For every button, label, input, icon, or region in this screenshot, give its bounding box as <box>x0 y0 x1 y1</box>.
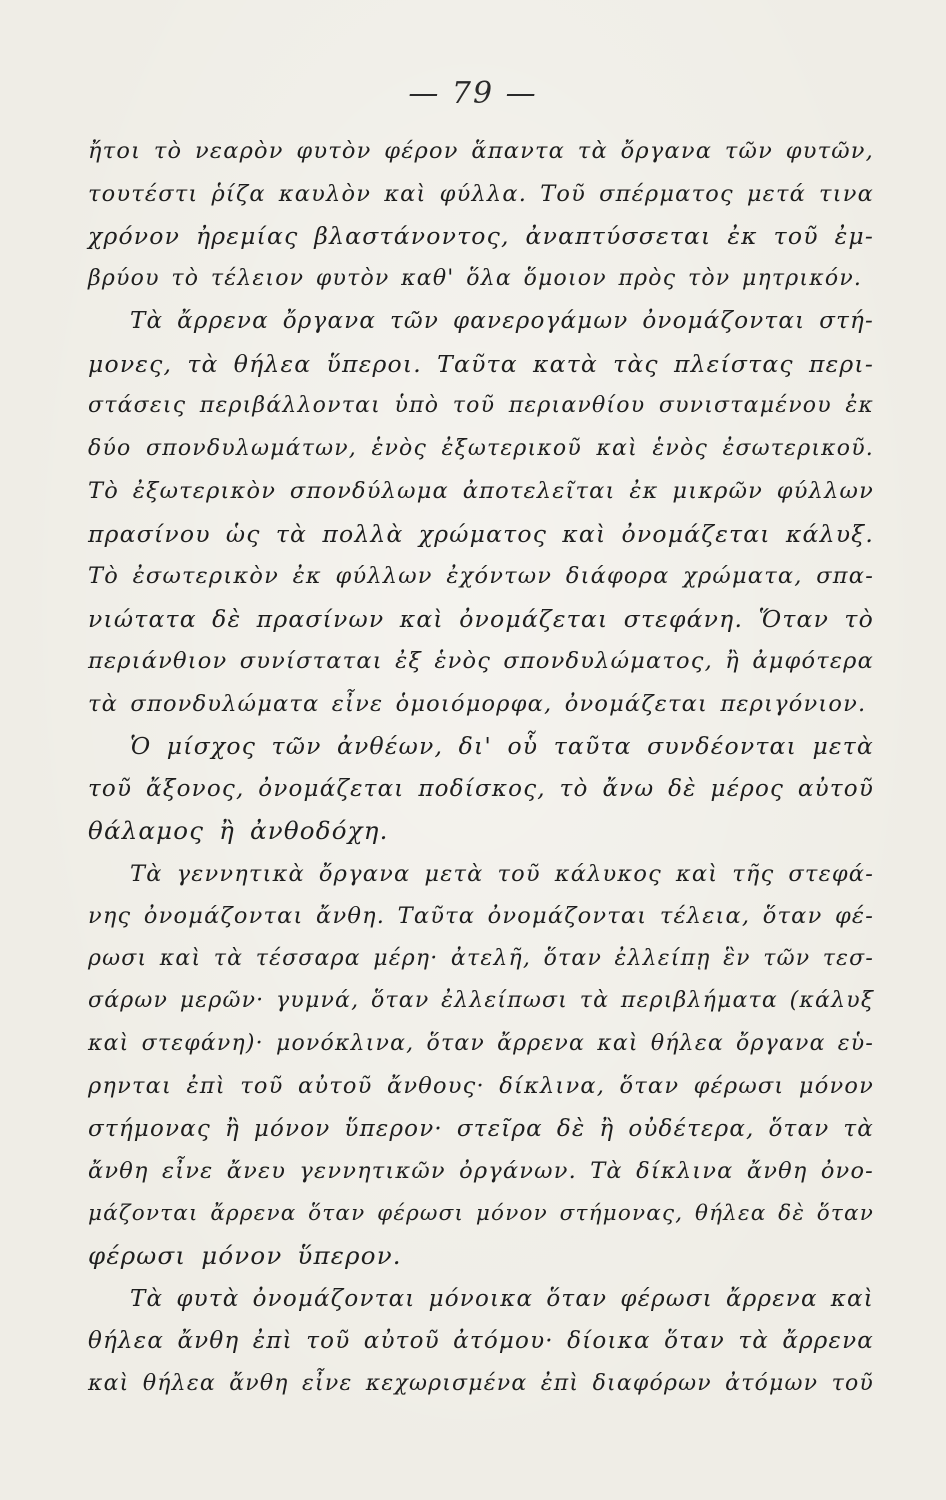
text-line: ρωσι καὶ τὰ τέσσαρα μέρη· ἀτελῆ, ὅταν ἐλλείπῃ ἓν τῶν τεσ- <box>88 945 874 971</box>
text-line: ἄνθη εἶνε ἄνευ γεννητικῶν ὀργάνων. Τὰ δίκλινα ἄνθη ὀνο- <box>88 1158 874 1184</box>
text-line: στάσεις περιβάλλονται ὑπὸ τοῦ περιανθίου συνισταμένου ἐκ <box>88 393 874 418</box>
text-line: στήμονας ἢ μόνον ὕπερον· στεῖρα δὲ ἢ οὐδέτερα, ὅταν τὰ <box>88 1115 874 1142</box>
text-line: φέρωσι μόνον ὕπερον. <box>88 1241 402 1270</box>
text-line: θήλεα ἄνθη ἐπὶ τοῦ αὐτοῦ ἀτόμου· δίοικα ὅταν τὰ ἄρρενα <box>88 1328 874 1354</box>
text-line: μάζονται ἄρρενα ὅταν φέρωσι μόνον στήμονας, θήλεα δὲ ὅταν <box>88 1200 874 1226</box>
text-line: Τὸ ἐσωτερικὸν ἐκ φύλλων ἐχόντων διάφορα χρώματα, σπα- <box>88 563 874 589</box>
text-line: Τὰ ἄρρενα ὄργανα τῶν φανερογάμων ὀνομάζονται στή- <box>130 308 874 334</box>
text-line: νιώτατα δὲ πρασίνων καὶ ὀνομάζεται στεφάνη. Ὅταν τὸ <box>88 604 874 633</box>
text-line: νης ὀνομάζονται ἄνθη. Ταῦτα ὀνομάζονται τέλεια, ὅταν φέ- <box>88 903 874 929</box>
text-line: ἤτοι τὸ νεαρὸν φυτὸν φέρον ἅπαντα τὰ ὄργανα τῶν φυτῶν, <box>88 138 874 164</box>
text-line: Τὸ ἐξωτερικὸν σπονδύλωμα ἀποτελεῖται ἐκ μικρῶν φύλλων <box>88 478 874 504</box>
text-line: περιάνθιον συνίσταται ἐξ ἑνὸς σπονδυλώματος, ἢ ἀμφότερα <box>88 648 874 674</box>
text-line: ρηνται ἐπὶ τοῦ αὐτοῦ ἄνθους· δίκλινα, ὅταν φέρωσι μόνον <box>88 1073 874 1099</box>
text-line: μονες, τὰ θήλεα ὕπεροι. Ταῦτα κατὰ τὰς πλείστας περι- <box>88 349 874 378</box>
text-line: δύο σπονδυλωμάτων, ἑνὸς ἐξωτερικοῦ καὶ ἑνὸς ἐσωτερικοῦ. <box>88 435 874 461</box>
text-line: σάρων μερῶν· γυμνά, ὅταν ἐλλείπωσι τὰ περιβλήματα (κάλυξ <box>88 988 875 1013</box>
text-line: τὰ σπονδυλώματα εἶνε ὁμοιόμορφα, ὀνομάζεται περιγόνιον. <box>88 690 867 717</box>
text-line: τουτέστι ῥίζα καυλὸν καὶ φύλλα. Τοῦ σπέρματος μετά τινα <box>88 180 874 207</box>
text-line: καὶ θήλεα ἄνθη εἶνε κεχωρισμένα ἐπὶ διαφόρων ἀτόμων τοῦ <box>88 1370 874 1396</box>
page-text-body <box>88 130 874 1405</box>
page-number: — 79 — <box>408 76 538 111</box>
text-line: Ὁ μίσχος τῶν ἀνθέων, δι' οὗ ταῦτα συνδέονται μετὰ <box>130 732 874 760</box>
text-line: πρασίνου ὡς τὰ πολλὰ χρώματος καὶ ὀνομάζεται κάλυξ. <box>88 519 874 548</box>
text-line: χρόνον ἠρεμίας βλαστάνοντος, ἀναπτύσσεται ἐκ τοῦ ἐμ- <box>88 222 874 250</box>
text-line: θάλαμος ἢ ἀνθοδόχη. <box>88 816 389 845</box>
text-line: τοῦ ἄξονος, ὀνομάζεται ποδίσκος, τὸ ἄνω δὲ μέρος αὐτοῦ <box>88 775 874 802</box>
text-line: Τὰ γεννητικὰ ὄργανα μετὰ τοῦ κάλυκος καὶ τῆς στεφά- <box>130 860 874 887</box>
text-line: καὶ στεφάνη)· μονόκλινα, ὅταν ἄρρενα καὶ θήλεα ὄργανα εὑ- <box>88 1030 874 1056</box>
text-line: βρύου τὸ τέλειον φυτὸν καθ' ὅλα ὅμοιον πρὸς τὸν μητρικόν. <box>88 265 863 291</box>
text-line: Τὰ φυτὰ ὀνομάζονται μόνοικα ὅταν φέρωσι ἄρρενα καὶ <box>130 1285 874 1312</box>
